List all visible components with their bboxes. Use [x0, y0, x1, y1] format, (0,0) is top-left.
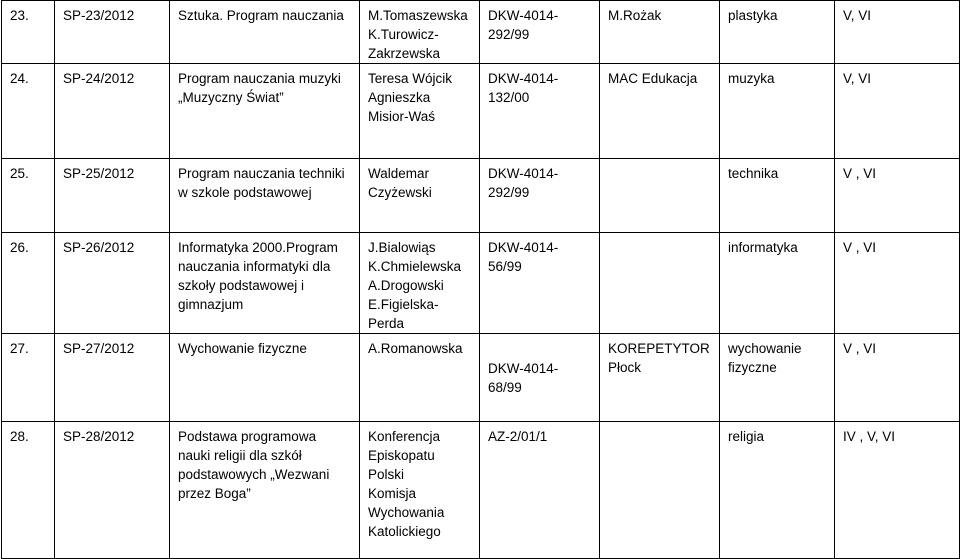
- program-authors: J.Bialowiąs K.Chmielewska A.Drogowski E.Figielska-Perda: [360, 233, 480, 334]
- program-signature: SP-27/2012: [55, 334, 170, 422]
- grades: V , VI: [835, 233, 960, 334]
- program-authors: Teresa Wójcik Agnieszka Misior-Waś: [360, 64, 480, 159]
- program-signature: SP-24/2012: [55, 64, 170, 159]
- program-authors: Waldemar Czyżewski: [360, 159, 480, 233]
- subject: muzyka: [720, 64, 835, 159]
- program-signature: SP-25/2012: [55, 159, 170, 233]
- table-row: [2, 1, 960, 64]
- program-title: Podstawa programowa nauki religii dla szkół podstawowych „Wezwani przez Boga”: [170, 422, 360, 559]
- subject: religia: [720, 422, 835, 559]
- program-signature: SP-26/2012: [55, 233, 170, 334]
- subject: plastyka: [720, 1, 835, 64]
- grades: V, VI: [835, 64, 960, 159]
- row-number: 25.: [2, 159, 55, 233]
- publisher: [600, 159, 720, 233]
- row-number: 26.: [2, 233, 55, 334]
- approval-number: AZ-2/01/1: [480, 422, 600, 559]
- program-title: Program nauczania techniki w szkole podstawowej: [170, 159, 360, 233]
- subject: technika: [720, 159, 835, 233]
- table-row: [2, 159, 960, 233]
- row-number: 23.: [2, 1, 55, 64]
- row-number: 27.: [2, 334, 55, 422]
- subject: informatyka: [720, 233, 835, 334]
- grades: IV , V, VI: [835, 422, 960, 559]
- grades: V , VI: [835, 159, 960, 233]
- approval-number: DKW-4014- 292/99: [480, 1, 600, 64]
- program-signature: SP-23/2012: [55, 1, 170, 64]
- program-registry-table: [1, 0, 960, 559]
- row-number: 24.: [2, 64, 55, 159]
- approval-number: DKW-4014- 132/00: [480, 64, 600, 159]
- program-title: Informatyka 2000.Program nauczania informatyki dla szkoły podstawowej i gimnazjum: [170, 233, 360, 334]
- publisher: KOREPETYTOR Płock: [600, 334, 720, 422]
- approval-number: DKW-4014- 68/99: [480, 334, 600, 422]
- program-title: Wychowanie fizyczne: [170, 334, 360, 422]
- table-row: [2, 64, 960, 159]
- grades: V, VI: [835, 1, 960, 64]
- publisher: [600, 422, 720, 559]
- row-number: 28.: [2, 422, 55, 559]
- grades: V , VI: [835, 334, 960, 422]
- table-row: [2, 233, 960, 334]
- program-signature: SP-28/2012: [55, 422, 170, 559]
- program-authors: Konferencja Episkopatu Polski Komisja Wychowania Katolickiego: [360, 422, 480, 559]
- table-row: [2, 334, 960, 422]
- subject: wychowanie fizyczne: [720, 334, 835, 422]
- program-title: Sztuka. Program nauczania: [170, 1, 360, 64]
- program-authors: A.Romanowska: [360, 334, 480, 422]
- publisher: MAC Edukacja: [600, 64, 720, 159]
- publisher: M.Rożak: [600, 1, 720, 64]
- publisher: [600, 233, 720, 334]
- approval-number: DKW-4014- 292/99: [480, 159, 600, 233]
- program-title: Program nauczania muzyki „Muzyczny Świat”: [170, 64, 360, 159]
- approval-number: DKW-4014- 56/99: [480, 233, 600, 334]
- program-authors: M.Tomaszewska K.Turowicz- Zakrzewska: [360, 1, 480, 64]
- table-row: [2, 422, 960, 559]
